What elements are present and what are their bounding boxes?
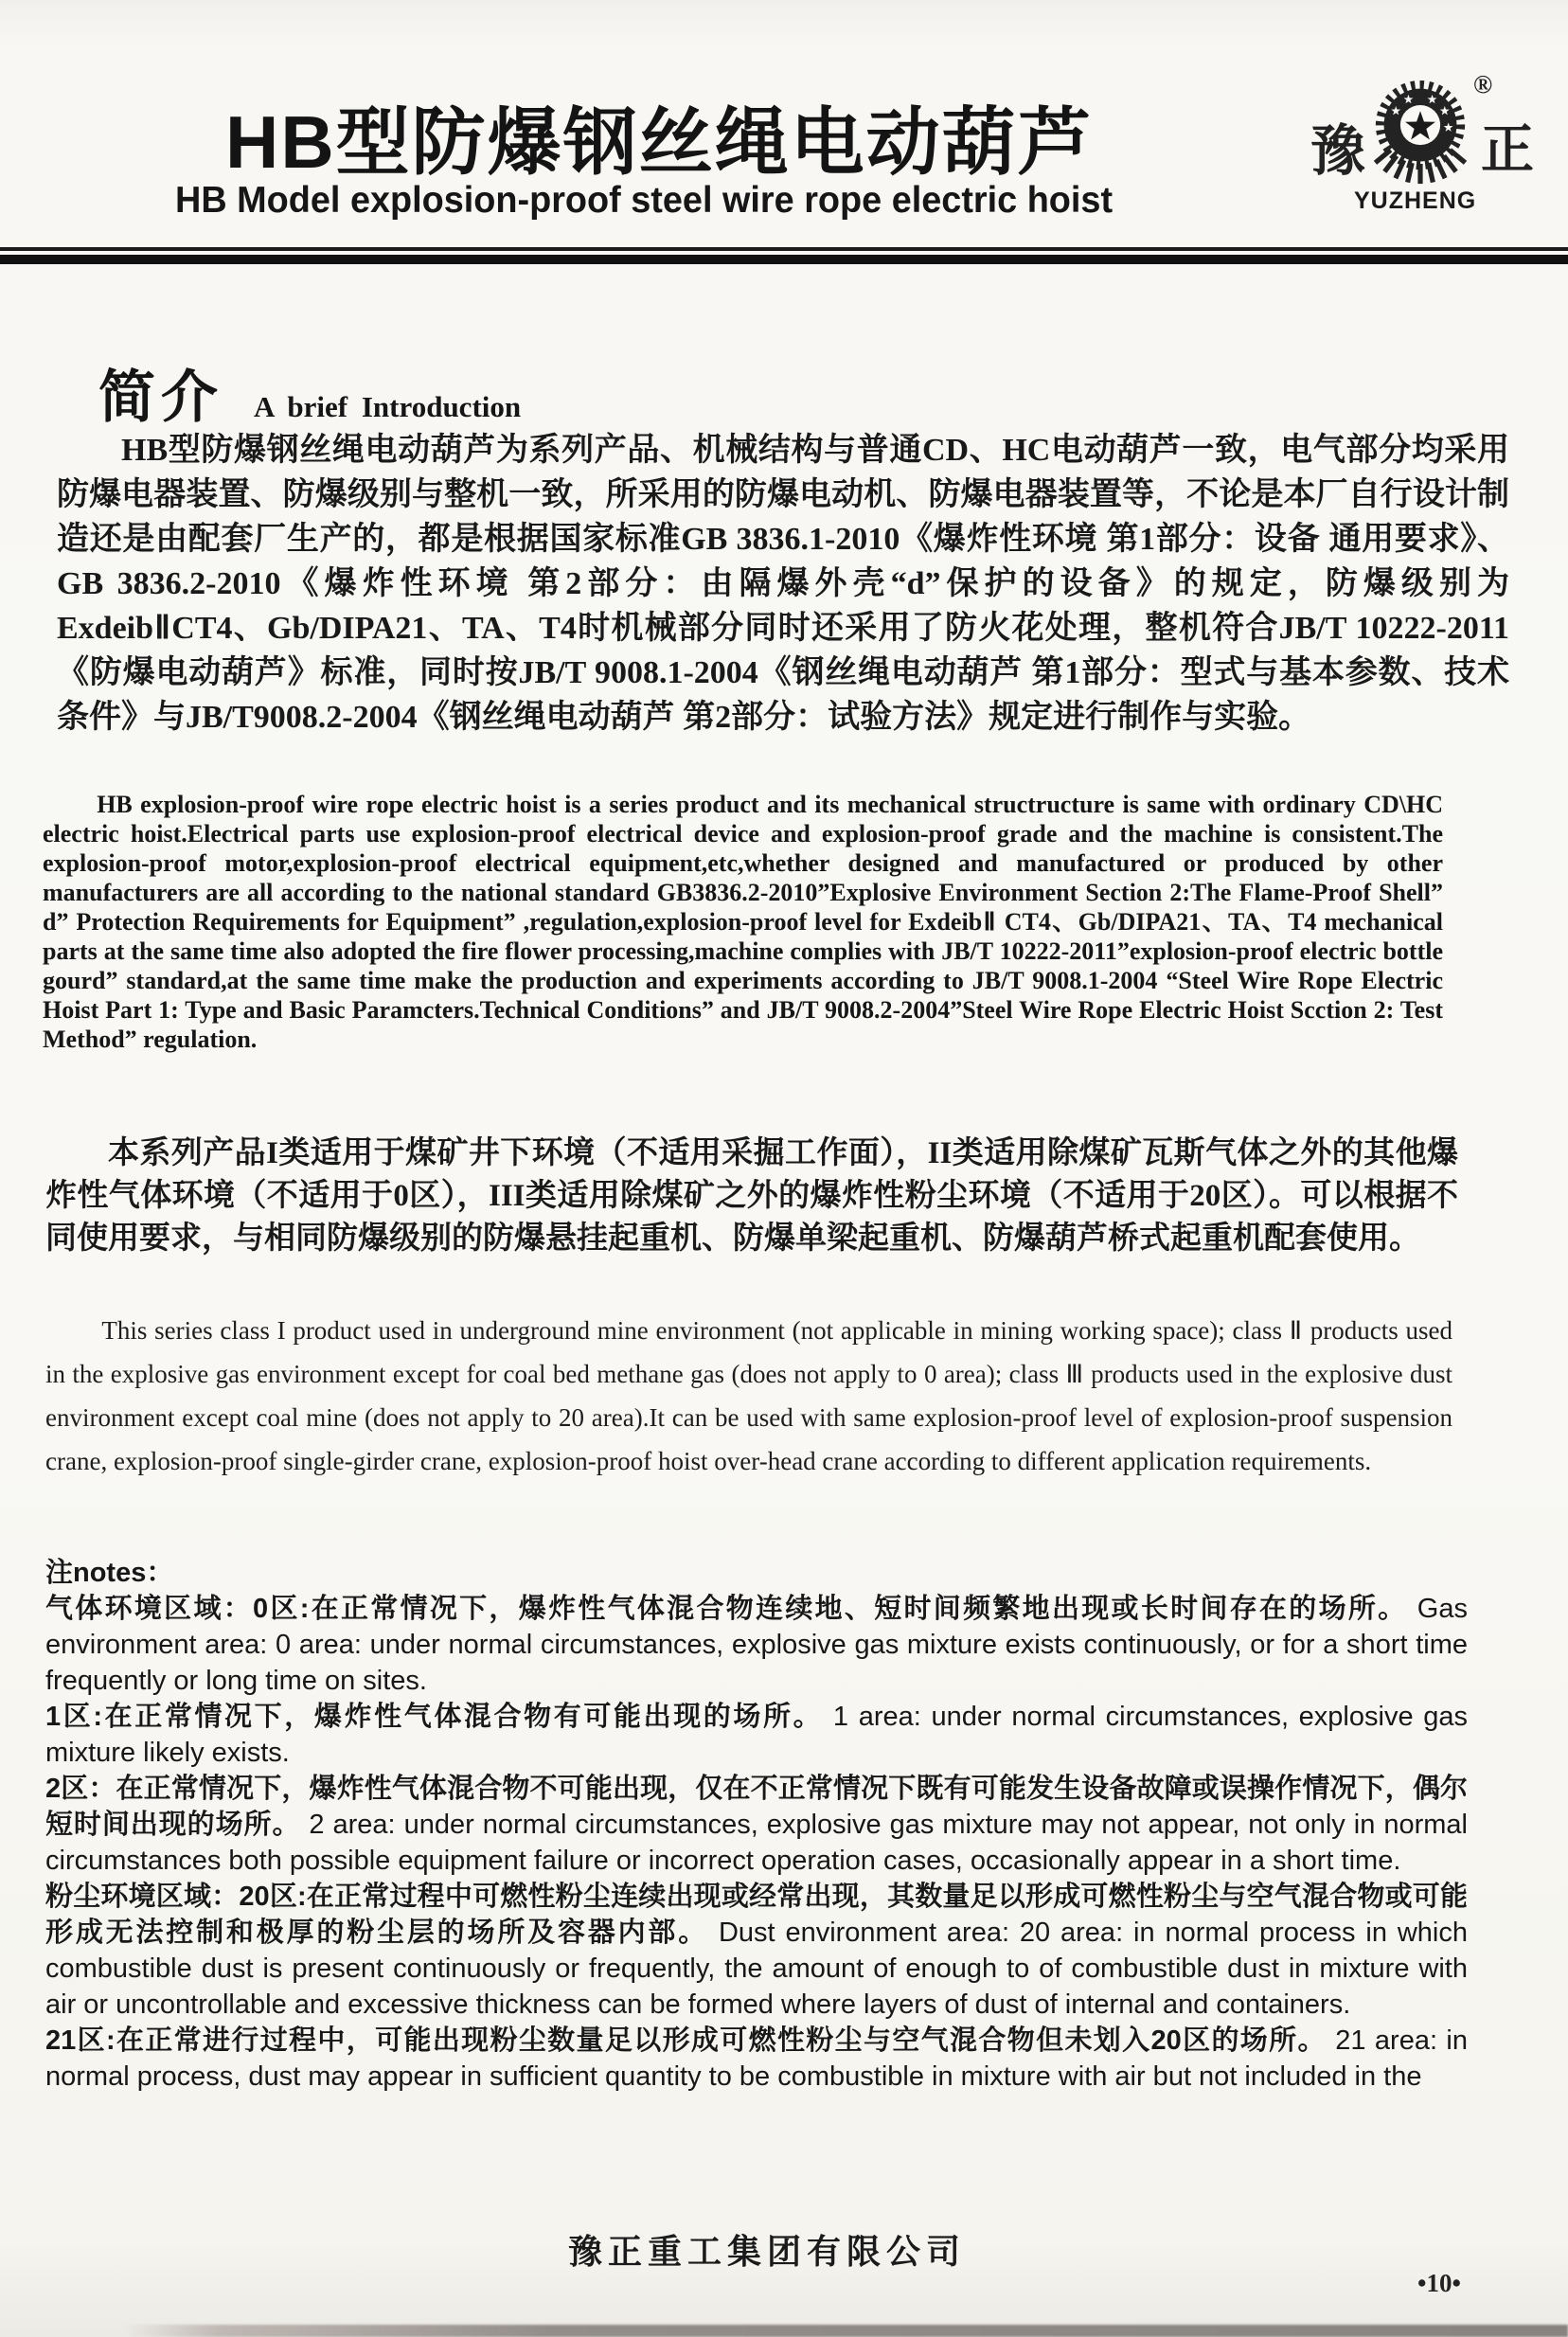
logo-left-character: 豫 bbox=[1310, 120, 1366, 182]
section-heading bbox=[98, 352, 521, 434]
note-item-area-21 bbox=[45, 2023, 1468, 2095]
scan-bottom-edge bbox=[0, 2325, 1568, 2337]
note-item-dust-area-20 bbox=[45, 1879, 1468, 2023]
application-paragraph-english: This series class I product used in underground mine environment (not applicable in mining working space); class Ⅱ products used in the explosive gas environment except for coal bed methane gas (does not apply to 0 area); class Ⅲ products used in the explosive dust environment except coal mine (does not apply to 20 area).It can be used with same explosion-proof level of explosion-proof suspension crane, explosion-proof single-girder crane, explosion-proof hoist over-head crane according to different application requirements. bbox=[45, 1316, 1452, 1475]
page-title-chinese: HB型防爆钢丝绳电动葫芦 bbox=[225, 100, 1094, 184]
gear-star-logo-icon bbox=[1362, 76, 1479, 193]
registered-trademark-icon: ® bbox=[1473, 70, 1493, 98]
note-text-en: Dust environment area: 20 area: in normal process in which combustible dust is present continuously or frequently, the amount of enough to of combustible dust in mixture with air or uncontrollable and excessive thickness can be formed where layers of dust of internal and containers. bbox=[45, 1918, 1468, 2020]
note-text-zh: 气体环境区域：0区:在正常情况下，爆炸性气体混合物连续地、短时间频繁地出现或长时间存在的场所。 bbox=[45, 1594, 1408, 1624]
header-divider bbox=[0, 247, 1568, 264]
page-title-english: HB Model explosion-proof steel wire rope electric hoist bbox=[175, 180, 1114, 221]
section-heading-english: A brief Introduction bbox=[254, 390, 522, 423]
intro-paragraph-english-1: HB explosion-proof wire rope electric hoist is a series product and its mechanical structructure is same with ordinary CD\HC electric hoist.Electrical parts use explosion-proof electrical device and explosion-proof grade and the machine is consistent.The explosion-proof motor,explosion-proof electrical equipment,etc,whether designed and manufactured or produced by other manufacturers are all according to the national standard GB3836.2-2010”Explosive Environment Section 2:The Flame-Proof Shell” d” Protection Requirements for Equipment” ,regulation,explosion-proof level for ExdeibⅡ CT4、Gb/DIPA21、TA、T4 mechanical parts at the same time also adopted the fire flower processing,machine complies with JB/T 10222-2011”explosion-proof electric bottle gourd” standard,at the same time make the production and experiments according to JB/T 9008.1-2004 “Steel Wire Rope Electric Hoist Part 1: Type and Basic Paramcters.Technical Conditions” and JB/T 9008.2-2004”Steel Wire Rope Electric Hoist Scction 2: Test Method” regulation. bbox=[43, 791, 1443, 1053]
section-heading-chinese: 简介 bbox=[98, 366, 223, 429]
note-text-en: 2 area: under normal circumstances, explosive gas mixture may not appear, not only in normal circumstances both possible equipment failure or incorrect operation cases, occasionally appear in a short time. bbox=[45, 1810, 1468, 1876]
notes-section bbox=[45, 1555, 1468, 2095]
application-paragraph-chinese: 本系列产品I类适用于煤矿井下环境（不适用采掘工作面），II类适用除煤矿瓦斯气体之外的其他爆炸性气体环境（不适用于0区），III类适用除煤矿之外的爆炸性粉尘环境（不适用于20区）。可以根据不同使用要求，与相同防爆级别的防爆悬挂起重机、防爆单梁起重机、防爆葫芦桥式起重机配套使用。 bbox=[45, 1136, 1458, 1256]
note-text-zh: 1区:在正常情况下，爆炸性气体混合物有可能出现的场所。 bbox=[45, 1702, 824, 1732]
footer-company-name: 豫正重工集团有限公司 bbox=[567, 2232, 966, 2271]
intro-paragraph-chinese-1: HB型防爆钢丝绳电动葫芦为系列产品、机械结构与普通CD、HC电动葫芦一致，电气部分均采用防爆电器装置、防爆级别与整机一致，所采用的防爆电动机、防爆电器装置等，不论是本厂自行设计制造还是由配套厂生产的，都是根据国家标准GB 3836.1-2010《爆炸性环境 第1部分：设备 通用要求》、GB 3836.2-2010《爆炸性环境 第2部分：由隔爆外壳“d”保护的设备》的规定，防爆级别为ExdeibⅡCT4、Gb/DIPA21、TA、T4时机械部分同时还采用了防火花处理，整机符合JB/T 10222-2011《防爆电动葫芦》标准，同时按JB/T 9008.1-2004《钢丝绳电动葫芦 第1部分：型式与基本参数、技术条件》与JB/T9008.2-2004《钢丝绳电动葫芦 第2部分：试验方法》规定进行制作与实验。 bbox=[57, 433, 1509, 735]
note-text-en: 21 area: in normal process, dust may appear in sufficient quantity to be combustible in mixture with air but not included in the bbox=[45, 2025, 1468, 2092]
logo-company-name: YUZHENG bbox=[1354, 187, 1477, 214]
note-item-area-1 bbox=[45, 1699, 1468, 1771]
company-logo bbox=[1310, 72, 1534, 216]
notes-label: 注notes： bbox=[45, 1558, 174, 1588]
note-text-en: Gas environment area: 0 area: under normal circumstances, explosive gas mixture exists continuously, or for a short time frequently or long time on sites. bbox=[45, 1594, 1468, 1696]
note-item-gas-area-0 bbox=[45, 1591, 1468, 1699]
note-item-area-2 bbox=[45, 1771, 1468, 1879]
note-text-zh: 粉尘环境区域：20区:在正常过程中可燃性粉尘连续出现或经常出现，其数量足以形成可燃性粉尘与空气混合物或可能形成无法控制和极厚的粉尘层的场所及容器内部。 bbox=[45, 1882, 1468, 1948]
logo-right-character: 正 bbox=[1481, 121, 1534, 180]
note-text-en: 1 area: under normal circumstances, explosive gas mixture likely exists. bbox=[45, 1702, 1468, 1768]
note-text-zh: 21区:在正常进行过程中，可能出现粉尘数量足以形成可燃性粉尘与空气混合物但未划入20区的场所。 bbox=[45, 2025, 1327, 2056]
page-number: •10• bbox=[1417, 2269, 1461, 2297]
note-text-zh: 2区：在正常情况下，爆炸性气体混合物不可能出现，仅在不正常情况下既有可能发生设备故障或误操作情况下，偶尔短时间出现的场所。 bbox=[45, 1774, 1468, 1840]
